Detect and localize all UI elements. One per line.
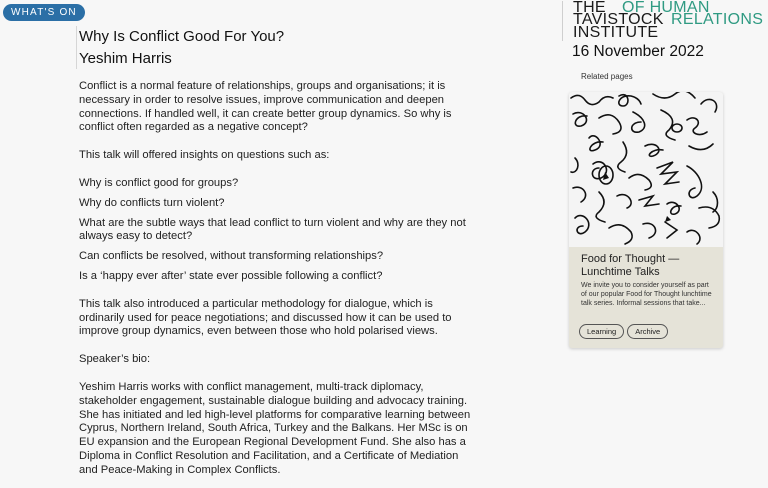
question-item: Why do conflicts turn violent?	[79, 196, 225, 209]
institute-logo[interactable]	[562, 1, 768, 41]
scribble-illustration	[569, 92, 723, 247]
related-pages-heading: Related pages	[581, 72, 633, 81]
event-title: Why Is Conflict Good For You?	[79, 28, 285, 45]
tag-learning[interactable]: Learning	[579, 324, 624, 339]
logo-line-relations: RELATIONS	[671, 11, 764, 28]
event-description	[79, 80, 475, 478]
card-excerpt: We invite you to consider yourself as part of our popular Food for Thought lunchtime talk series. Informal sessions that take...	[581, 282, 712, 308]
methodology-paragraph: This talk also introduced a particular methodology for dialogue, which is ordinarily used for peace negotiations; and discussed how it can be used to improve group dynamics, even between those who hold polarised views.	[79, 297, 452, 338]
insights-lead: This talk will offered insights on questions such as:	[79, 149, 330, 162]
card-title[interactable]: Food for Thought — Lunchtime Talks	[581, 253, 680, 278]
event-header	[76, 26, 336, 69]
bio-paragraph: Yeshim Harris works with conflict management, multi-track diplomacy, stakeholder engagement, sustainable dialogue building and advocacy training. She has initiated and led high-level platforms for comparative learning between Cyprus, Northern Ireland, South Africa, Turkey and the Balkans. Her MSc is on EU expansion and the European Regional Development Fund. She also has a Diploma in Conflict Resolution and Facilitation, and a Certificate of Mediation and Peace-Making in Complex Conflicts.	[79, 380, 471, 476]
question-item: What are the subtle ways that lead conflict to turn violent and why are they not always easy to detect?	[79, 216, 466, 243]
logo-line-the: THE	[573, 0, 606, 16]
bio-heading: Speaker’s bio:	[79, 353, 151, 366]
card-artwork	[569, 92, 723, 247]
question-item: Is a ‘happy ever after’ state ever possible following a conflict?	[79, 269, 383, 282]
tag-archive[interactable]: Archive	[627, 324, 668, 339]
card-tags	[579, 324, 668, 339]
intro-paragraph: Conflict is a normal feature of relationships, groups and organisations; it is necessary in order to resolve issues, improve communication and deepen connections. If handled well, it can create better group dynamics. So why is conflict often regarded as a negative concept?	[79, 80, 452, 134]
question-item: Why is conflict good for groups?	[79, 176, 239, 189]
logo-line-tavistock: TAVISTOCK	[573, 11, 664, 28]
related-page-card[interactable]	[569, 92, 723, 348]
event-date: 16 November 2022	[572, 43, 704, 60]
logo-line-of-human: OF HUMAN	[622, 0, 710, 16]
logo-line-institute: INSTITUTE	[573, 24, 659, 41]
speaker-name: Yeshim Harris	[79, 50, 172, 67]
question-item: Can conflicts be resolved, without transforming relationships?	[79, 250, 384, 263]
whats-on-badge[interactable]: WHAT'S ON	[3, 4, 85, 21]
